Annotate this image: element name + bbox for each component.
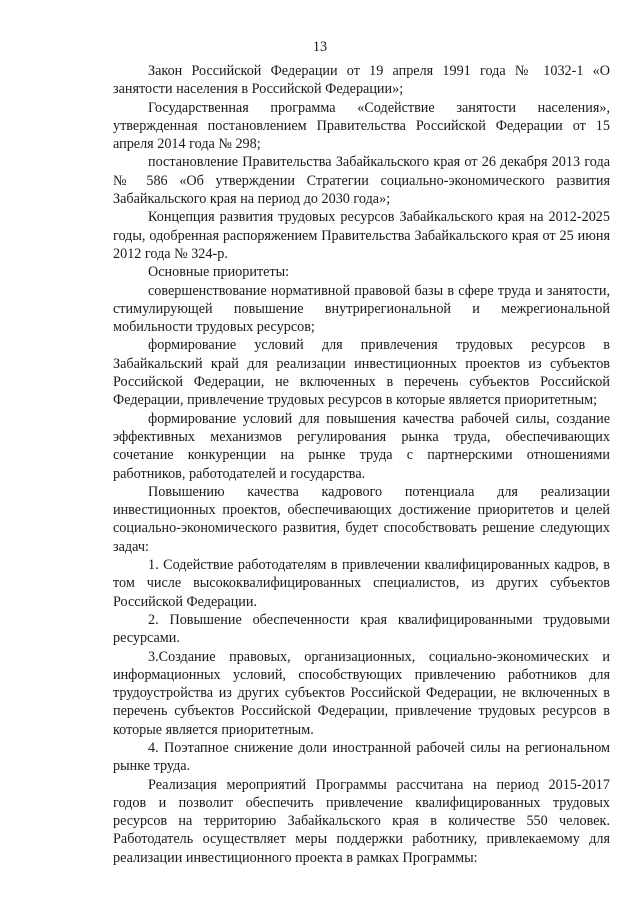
paragraph-resolution-strategy: постановление Правительства Забайкальского края от 26 декабря 2013 года № 586 «Об утверждении Стратегии социально-экономического развития Забайкальского края на период до 2030 года»;: [113, 154, 610, 208]
paragraph-program-implementation: Реализация мероприятий Программы рассчитана на период 2015-2017 годов и позволит обеспечить привлечение квалифицированных трудовых ресурсов на территорию Забайкальского края в количестве 550 человек. Работодатель осуществляет меры поддержки работнику, привлекаемому для реализации инвестиционного проекта в рамках Программы:: [113, 776, 610, 866]
paragraph-task-4: 4. Поэтапное снижение доли иностранной рабочей силы на региональном рынке труда.: [113, 739, 610, 775]
paragraph-priorities-heading: Основные приоритеты:: [148, 264, 290, 281]
paragraph-priority-attraction: формирование условий для привлечения трудовых ресурсов в Забайкальский край для реализации инвестиционных проектов из субъектов Российской Федерации, не включенных в перечень субъектов Российской Федерации, привлечение трудовых ресурсов в которые является приоритетным;: [113, 337, 610, 409]
paragraph-tasks-intro: Повышению качества кадрового потенциала для реализации инвестиционных проектов, обеспечивающих достижение приоритетов и целей социально-экономического развития, будет способствовать решение следующих задач:: [113, 483, 610, 555]
paragraph-law-employment: Закон Российской Федерации от 19 апреля 1991 года № 1032-1 «О занятости населения в Российской Федерации»;: [113, 63, 610, 98]
paragraph-labor-concept: Концепция развития трудовых ресурсов Забайкальского края на 2012-2025 годы, одобренная распоряжением Правительства Забайкальского края от 25 июня 2012 года № 324-р.: [113, 209, 610, 262]
paragraph-task-2: 2. Повышение обеспеченности края квалифицированными трудовыми ресурсами.: [113, 611, 610, 647]
paragraph-task-1: 1. Содействие работодателям в привлечении квалифицированных кадров, в том числе высококвалифицированных специалистов, из других субъектов Российской Федерации.: [113, 557, 610, 610]
paragraph-task-3: 3.Создание правовых, организационных, социально-экономических и информационных условий, способствующих привлечению работников для трудоустройства из других субъектов Российской Федерации, не включенных в перечень субъектов Российской Федерации, привлечение трудовых ресурсов в которые является приоритетным.: [113, 648, 610, 738]
document-body: [113, 62, 610, 867]
page-number: 13: [312, 39, 328, 55]
paragraph-state-program: Государственная программа «Содействие занятости населения», утвержденная постановлением Правительства Российской Федерации от 15 апреля 2014 года № 298;: [113, 99, 610, 153]
paragraph-priority-legal-base: совершенствование нормативной правовой базы в сфере труда и занятости, стимулирующей повышение внутрирегиональной и межрегиональной мобильности трудовых ресурсов;: [113, 282, 610, 336]
paragraph-priority-quality: формирование условий для повышения качества рабочей силы, создание эффективных механизмов регулирования рынка труда, обеспечивающих сочетание конкуренции на рынке труда с партнерскими отношениями работников, работодателей и государства.: [113, 410, 610, 482]
